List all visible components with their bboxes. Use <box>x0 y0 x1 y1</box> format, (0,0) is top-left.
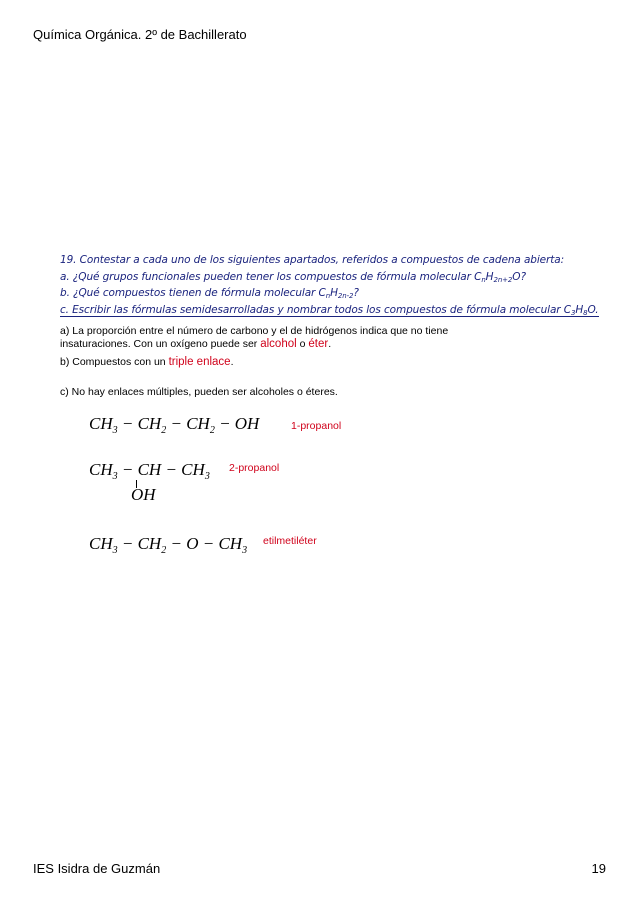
name-2-propanol: 2-propanol <box>229 462 280 474</box>
answer-a-line1: a) La proporción entre el número de carbono y el de hidrógenos indica que no tiene <box>60 325 449 337</box>
question-a: a. ¿Qué grupos funcionales pueden tener los compuestos de fórmula molecular $C_nH_{2n+2}O$? <box>60 271 526 284</box>
formula-1-propanol: $CH_3 - CH_2 - CH_2$ − OH <box>89 414 260 436</box>
page-header: Química Orgánica. 2º de Bachillerato <box>33 27 247 42</box>
answer-a-line2: insaturaciones. Con un oxígeno puede ser alcohol o éter. <box>60 338 332 350</box>
formula-2-propanol: $CH_3$ − CH − $CH_3$ <box>89 460 210 482</box>
name-etilmetileter: etilmetiléter <box>263 535 317 547</box>
answer-c: c) No hay enlaces múltiples, pueden ser alcoholes o éteres. <box>60 386 338 398</box>
footer-school: IES Isidra de Guzmán <box>33 861 161 876</box>
alcohol-highlight: alcohol <box>260 338 297 350</box>
eter-highlight: éter <box>308 338 329 350</box>
answer-b: b) Compuestos con un triple enlace. <box>60 356 234 368</box>
page-number: 19 <box>591 861 606 876</box>
question-c: c. Escribir las fórmulas semidesarrolladas y nombrar todos los compuestos de fórmula molecular $C_3H_8O$. <box>60 304 599 317</box>
formula-etilmetileter: $CH_3 - CH_2 - O - CH_3$ <box>89 534 248 556</box>
formula-2-propanol-oh: OH <box>131 485 156 504</box>
name-1-propanol: 1-propanol <box>291 420 342 432</box>
question-stem: 19. Contestar a cada uno de los siguientes apartados, referidos a compuestos de cadena abierta: <box>60 254 565 266</box>
question-b: b. ¿Qué compuestos tienen de fórmula molecular $C_nH_{2n-2}$? <box>60 287 359 300</box>
triple-enlace-highlight: triple enlace <box>168 356 231 368</box>
